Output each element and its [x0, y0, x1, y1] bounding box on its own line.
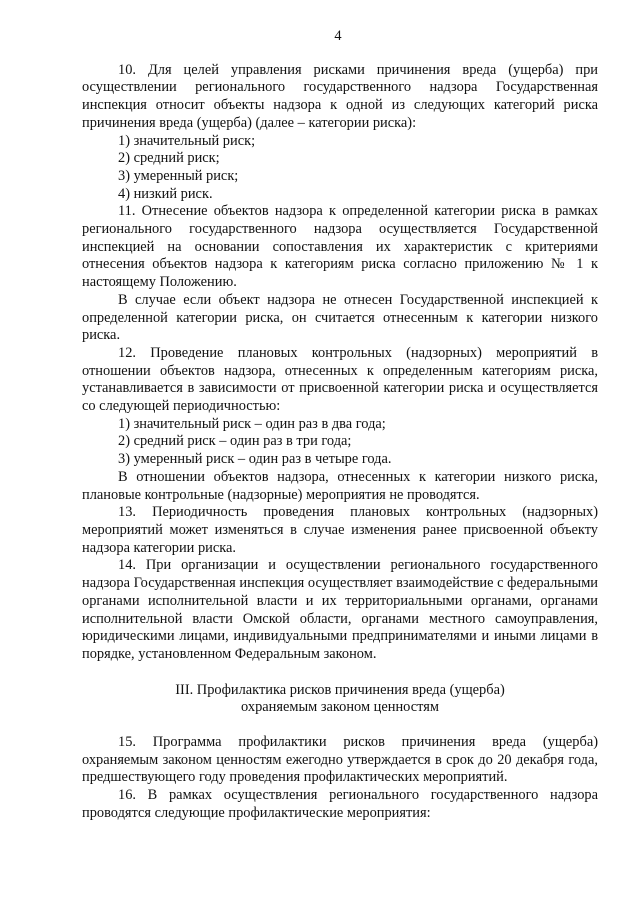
paragraph-16: 16. В рамках осуществления регионального государственного надзора проводятся следующие профилактические мероприятия:: [82, 787, 598, 821]
list-item-risk-2: 2) средний риск;: [118, 150, 220, 167]
paragraph-11-continuation: В случае если объект надзора не отнесен Государственной инспекцией к определенной категории риска, он считается отнесенным к категории низкого риска.: [82, 291, 598, 344]
paragraph-10: 10. Для целей управления рисками причинения вреда (ущерба) при осуществлении регионального государственного надзора Государственная инспекция относит объекты надзора к одной из следующих категорий риска причинения вреда (ущерба) (далее – категории риска):: [82, 61, 598, 131]
paragraph-15: 15. Программа профилактики рисков причинения вреда (ущерба) охраняемым законом ценностям ежегодно утверждается в срок до 20 декабря года, предшествующего году проведения профилактических мероприятий.: [82, 734, 598, 786]
list-item-frequency-2: 2) средний риск – один раз в три года;: [118, 433, 352, 450]
paragraph-14: 14. При организации и осуществлении регионального государственного надзора Государственная инспекция осуществляет взаимодействие с федеральными органами исполнительной власти и их территориальными органами, органами исполнительной власти Омской области, органами местного самоуправления, юридическими лицами, индивидуальными предпринимателями и иными лицами в порядке, установленном Федеральным законом.: [82, 557, 598, 662]
list-item-frequency-1: 1) значительный риск – один раз в два года;: [118, 415, 386, 432]
list-item-risk-3: 3) умеренный риск;: [118, 167, 239, 184]
paragraph-13: 13. Периодичность проведения плановых контрольных (надзорных) мероприятий может изменяться в случае изменения ранее присвоенной объекту надзора категории риска.: [82, 504, 598, 556]
list-item-frequency-3: 3) умеренный риск – один раз в четыре года.: [118, 451, 392, 468]
section-body-after-heading: [82, 734, 598, 823]
paragraph-12: 12. Проведение плановых контрольных (надзорных) мероприятий в отношении объектов надзора, отнесенных к определенным категориям риска, устанавливается в зависимости от присвоенной категории риска и осуществляется со следующей периодичностью:: [82, 344, 598, 415]
section-heading-line-2: охраняемым законом ценностям: [241, 699, 439, 716]
paragraph-12-continuation: В отношении объектов надзора, отнесенных к категории низкого риска, плановые контрольные (надзорные) мероприятия не проводятся.: [82, 468, 598, 503]
section-heading: [82, 682, 598, 717]
list-item-risk-4: 4) низкий риск.: [118, 185, 213, 202]
section-body-before-heading: [82, 62, 598, 664]
list-item-risk-1: 1) значительный риск;: [118, 132, 256, 149]
section-heading-line-1: III. Профилактика рисков причинения вреда (ущерба): [175, 681, 505, 698]
paragraph-11: 11. Отнесение объектов надзора к определенной категории риска в рамках регионального государственного надзора осуществляется Государственной инспекцией на основании сопоставления их характеристик с критериями отнесения объектов надзора к категориям риска согласно приложению № 1 к настоящему Положению.: [82, 203, 598, 291]
page-number: 4: [334, 28, 342, 44]
